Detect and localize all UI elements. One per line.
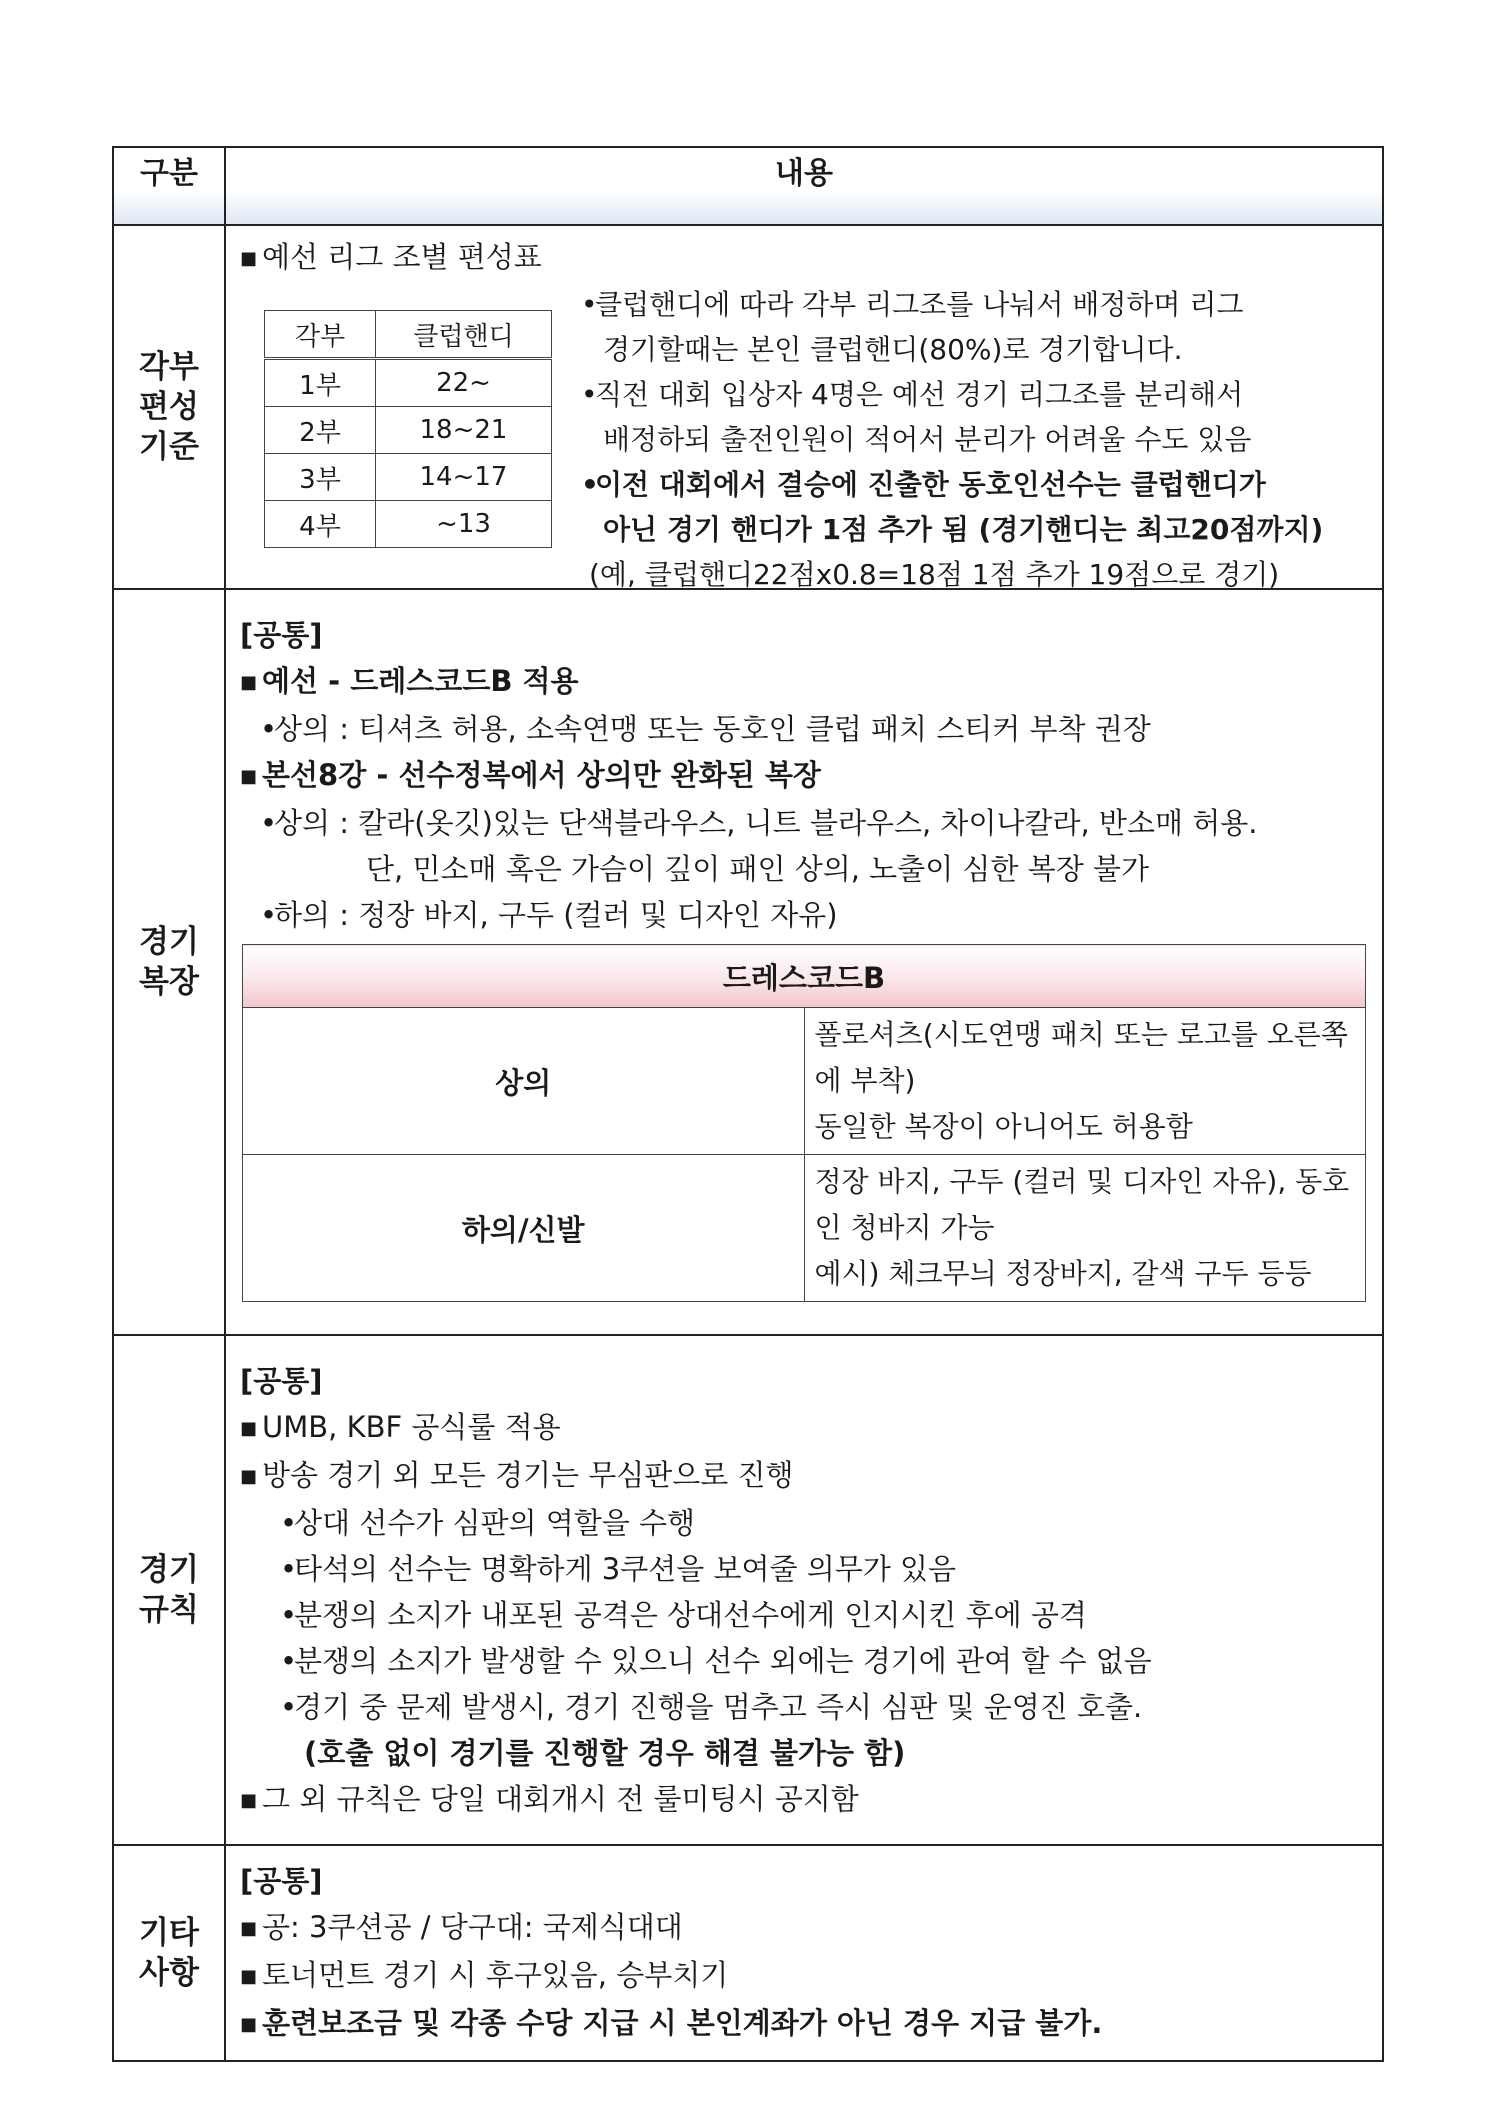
division-notes: •클럽핸디에 따라 각부 리그조를 나눠서 배정하며 리그 경기할때는 본인 클럽핸디(80%)로 경기합니다. •직전 대회 입상자 4명은 예선 경기 리그조를 분리해서 배정하되 출전인원이 적어서 분리가 어려울 수도 있음 •이전 대회에서 결승에 진출한 동호인선수는 클럽핸디가 아닌 경기 핸디가 1점 추가 됨 (경기핸디는 최고20점까지) (예, 클럽핸디22점x0.8=18점 1점 추가 19점으로 경기) xyxy=(581,282,1323,597)
header-category: 구분 xyxy=(113,147,225,225)
league-heading: ■ 예선 리그 조별 편성표 xyxy=(240,234,542,282)
category-division-criteria: 각부 편성 기준 xyxy=(113,225,225,589)
square-bullet-icon: ■ xyxy=(240,1418,258,1439)
common-label: [공통] xyxy=(240,618,323,652)
table-row: 1부 22~ xyxy=(265,359,552,407)
square-bullet-icon: ■ xyxy=(240,248,258,269)
category-game-rules: 경기 규칙 xyxy=(113,1335,225,1845)
handicap-col-division: 각부 xyxy=(265,311,376,359)
section-game-rules: 경기 규칙 [공통] ■ UMB, KBF 공식룰 적용 ■ 방송 경기 외 모든 경기는 무심판으로 진행 •상대 선수가 심판의 역할을 수행 •타석의 선수는 명확하게 3쿠션을 보여줄 의무가 있음 •분쟁의 소지가 내포된 공격은 상대선수에게 인지시킨 후에 공격 •분쟁의 소지가 발생할 수 있으니 선수 외에는 경기에 관여 할 수 없음 •경기 중 문제 발생시, 경기 진행을 멈추고 즉시 심판 및 운영진 호출. (호출 없이 경기를 진행할 경우 해결 불가능 함) ■ 그 외 규칙은 당일 대회개시 전 룰미팅시 공지함 xyxy=(113,1335,1383,1845)
table-row: 2부 18~21 xyxy=(265,407,552,454)
dress-code-title: 드레스코드B xyxy=(243,945,1366,1008)
table-row: 하의/신발 정장 바지, 구두 (컬러 및 디자인 자유), 동호인 청바지 가능 예시) 체크무늬 정장바지, 갈색 구두 등등 xyxy=(243,1155,1366,1302)
handicap-col-handicap: 클럽핸디 xyxy=(376,311,552,359)
square-bullet-icon: ■ xyxy=(240,766,258,787)
square-bullet-icon: ■ xyxy=(240,1966,258,1987)
table-row: 3부 14~17 xyxy=(265,454,552,501)
square-bullet-icon: ■ xyxy=(240,1918,258,1939)
dress-bottom-label: 하의/신발 xyxy=(243,1155,805,1302)
section-division-criteria xyxy=(113,225,1383,589)
table-row: 상의 폴로셔츠(시도연맹 패치 또는 로고를 오른쪽에 부착) 동일한 복장이 아니어도 허용함 xyxy=(243,1008,1366,1155)
square-bullet-icon: ■ xyxy=(240,1790,258,1811)
square-bullet-icon: ■ xyxy=(240,2014,258,2035)
category-dress-code: 경기 복장 xyxy=(113,589,225,1335)
dress-top-label: 상의 xyxy=(243,1008,805,1155)
section-dress-code: 경기 복장 [공통] ■ 예선 - 드레스코드B 적용 •상의 : 티셔츠 허용, 소속연맹 또는 동호인 클럽 패치 스티커 부착 권장 ■ 본선8강 - 선수정복에서 상의만 완화된 복장 •상의 : 칼라(옷깃)있는 단색블라우스, 니트 블라우스, 차이나칼라, 반소매 허용. 단, 민소매 혹은 가슴이 깊이 패인 상의, 노출이 심한 복장 불가 •하의 : 정장 바지, 구두 (컬러 및 디자인 자유) 드레스코드B 상의 폴로셔츠(시도연맹 패치 또는 로고를 오른쪽에 부착) 동일한 복장이 아니어도 허용함 하의/신발 정장 바지, 구두 (컬러 및 디자인 자유), 동호인 청바지 가능 예시) 체크무늬 정장바지, 갈색 구두 등등 xyxy=(113,589,1383,1335)
handicap-table xyxy=(264,310,552,548)
section-other: 기타 사항 [공통] ■ 공: 3쿠션공 / 당구대: 국제식대대 ■ 토너먼트 경기 시 후구있음, 승부치기 ■ 훈련보조금 및 각종 수당 지급 시 본인계좌가 아닌 경우 지급 불가. xyxy=(113,1845,1383,2061)
table-header-row xyxy=(113,147,1383,225)
square-bullet-icon: ■ xyxy=(240,1466,258,1487)
table-row: 4부 ~13 xyxy=(265,501,552,548)
header-content: 내용 xyxy=(225,147,1383,225)
rules-table xyxy=(112,146,1384,2062)
handicap-example: (예, 클럽핸디22점x0.8=18점 1점 추가 19점으로 경기) xyxy=(589,558,1280,591)
dress-code-table xyxy=(242,944,1366,1302)
square-bullet-icon: ■ xyxy=(240,672,258,693)
category-other: 기타 사항 xyxy=(113,1845,225,2061)
